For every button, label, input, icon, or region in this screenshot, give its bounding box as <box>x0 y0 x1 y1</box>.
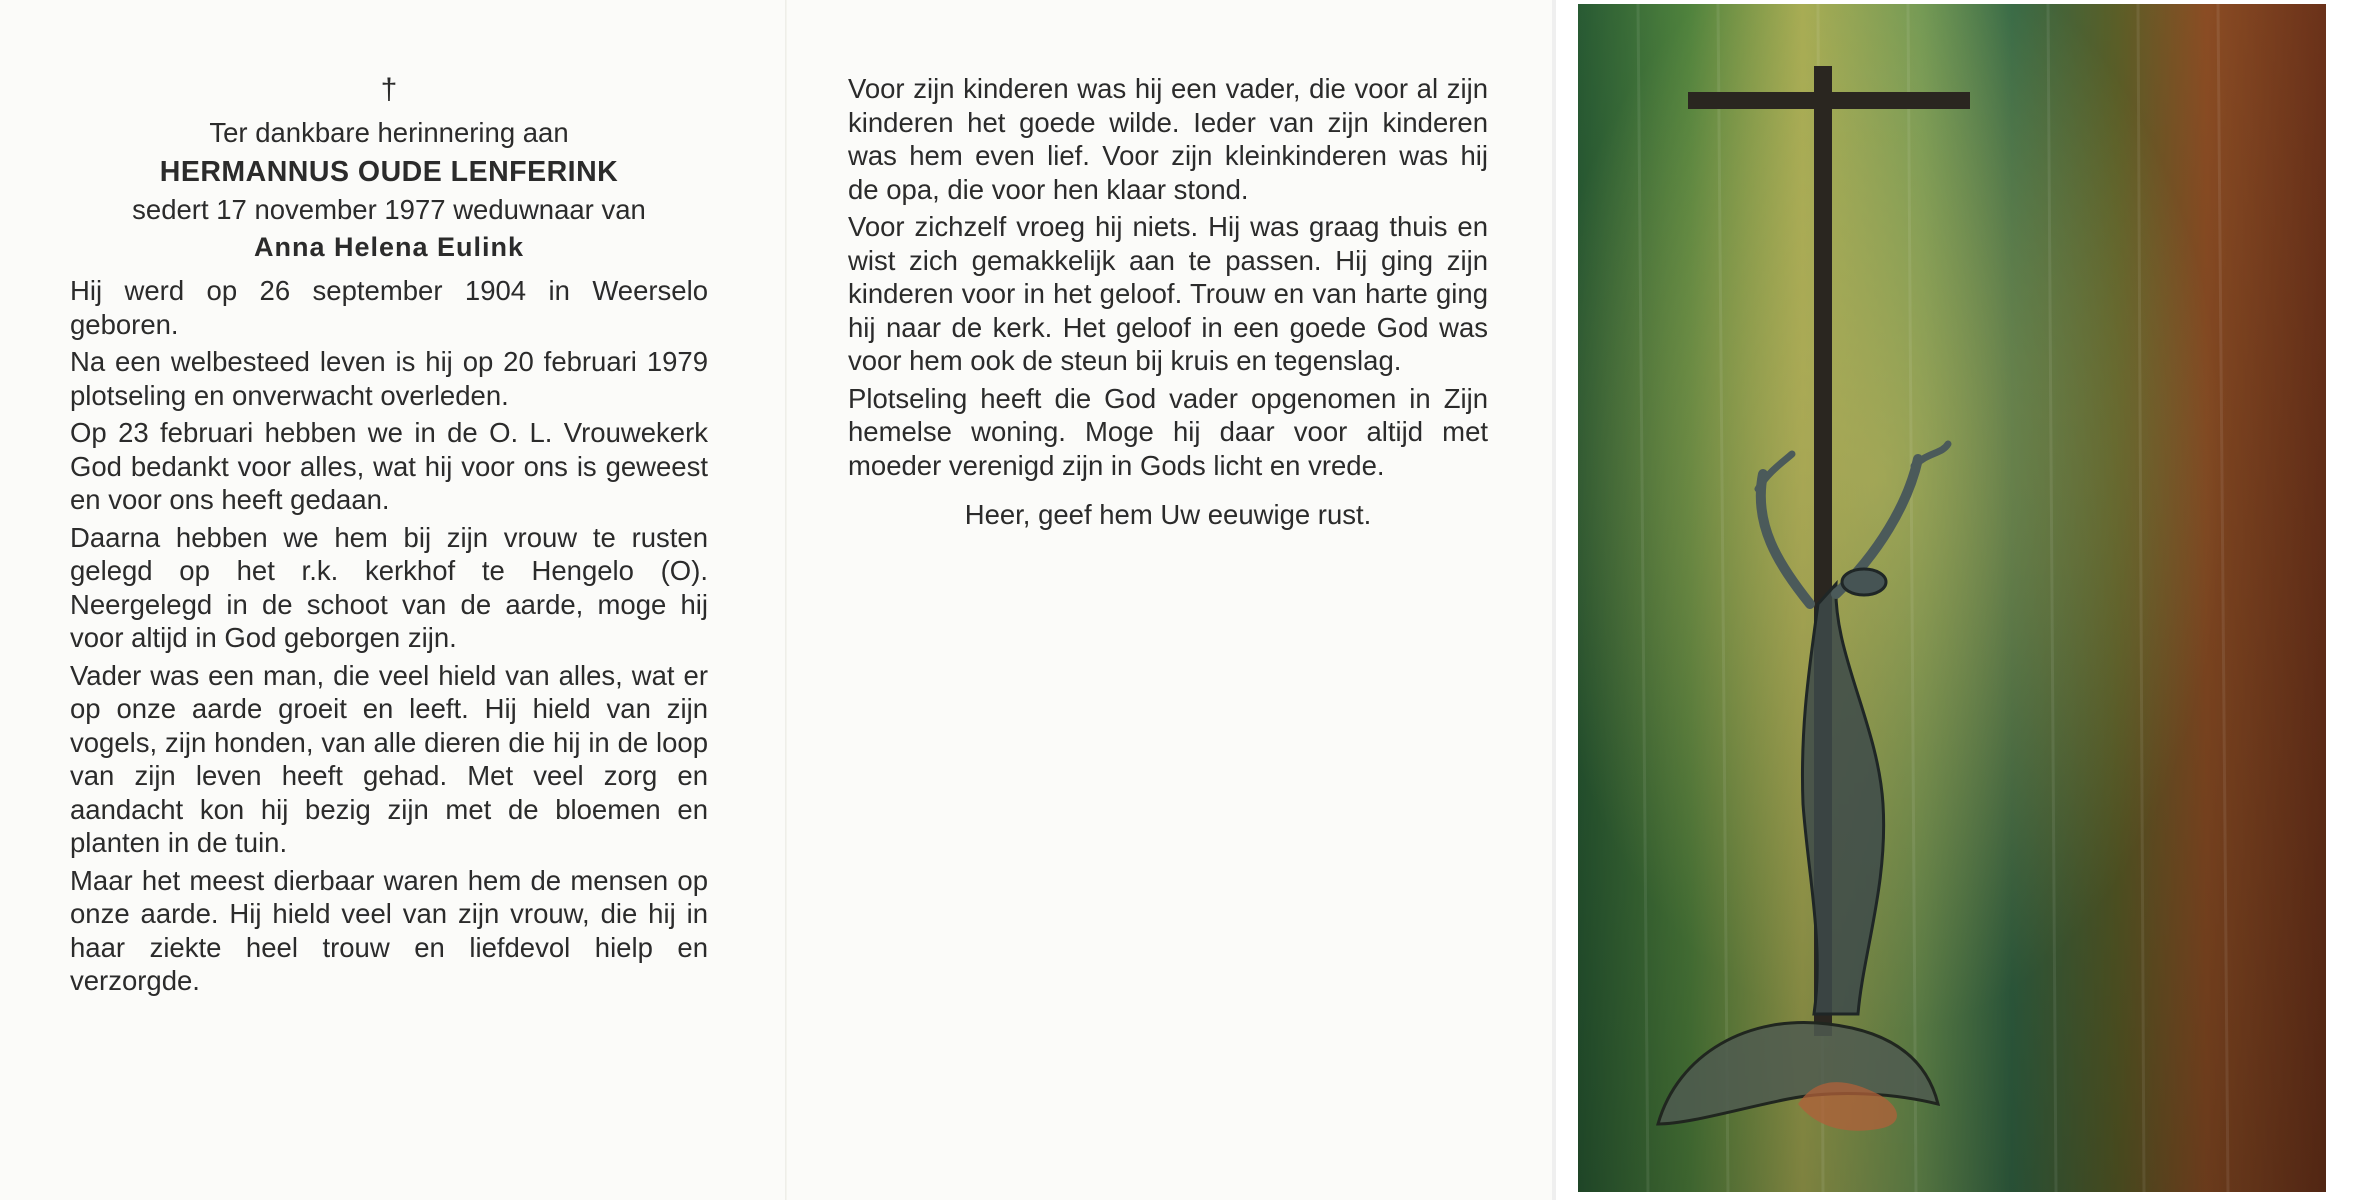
painting-svg <box>1578 4 2326 1192</box>
right-text-column <box>848 72 1488 532</box>
paragraph-burial: Daarna hebben we hem bij zijn vrouw te rusten gelegd op het r.k. kerkhof te Hengelo (O). Neergelegd in de schoot van de aarde, moge hij voor altijd in God geborgen zijn. <box>70 521 708 653</box>
cross-symbol: † <box>380 73 398 106</box>
card-fold-line <box>785 0 787 1200</box>
paragraph-children: Voor zijn kinderen was hij een vader, die voor al zijn kinderen het goede wilde. Ieder van zijn kinderen was hem even lief. Voor zijn kleinkinderen was hij de opa, die voor hen klaar stond. <box>848 73 1488 205</box>
figure-head <box>1842 569 1886 595</box>
paragraph-heaven: Plotseling heeft die God vader opgenomen in Zijn hemelse woning. Moge hij daar voor altijd met moeder verenigd zijn in Gods licht en vrede. <box>848 382 1488 481</box>
cross-horizontal-beam <box>1688 92 1970 109</box>
cross-figure-painting <box>1578 4 2326 1192</box>
painting-shading <box>1578 4 2326 1192</box>
panel-divider <box>1552 0 1556 1200</box>
paragraph-faith: Voor zichzelf vroeg hij niets. Hij was graag thuis en wist zich gemakkelijk aan te passen. Hij ging zijn kinderen voor in het geloof. Trouw en van harte ging hij naar de kerk. Het geloof in een goede God was voor hem ook de steun bij kruis en tegenslag. <box>848 211 1488 376</box>
paragraph-birth: Hij werd op 26 september 1904 in Weerselo geboren. <box>70 275 708 340</box>
paragraph-church: Op 23 februari hebben we in de O. L. Vrouwekerk God bedankt voor alles, wat hij voor ons is geweest en voor ons heeft gedaan. <box>70 417 708 515</box>
paragraph-people: Maar het meest dierbaar waren hem de mensen op onze aarde. Hij hield veel van zijn vrouw, die hij in haar ziekte heel trouw en liefdevol hielp en verzorgde. <box>70 864 708 996</box>
paragraph-nature: Vader was een man, die veel hield van alles, wat er op onze aarde groeit en leeft. Hij hield van zijn vogels, zijn honden, van alle dieren die hij in de loop van zijn leven heeft gehad. Met veel zorg en aandacht kon hij bezig zijn met de bloemen en planten in de tuin. <box>70 659 708 858</box>
deceased-name: HERMANNUS OUDE LENFERINK <box>159 155 619 188</box>
closing-prayer: Heer, geef hem Uw eeuwige rust. <box>964 499 1372 530</box>
wife-name: Anna Helena Eulink <box>253 231 525 262</box>
intro-line: Ter dankbare herinnering aan <box>209 117 569 148</box>
widower-line: sedert 17 november 1977 weduwnaar van <box>132 194 646 225</box>
paragraph-death: Na een welbesteed leven is hij op 20 februari 1979 plotseling en onverwacht overleden. <box>70 346 708 411</box>
left-text-column <box>70 70 708 1001</box>
